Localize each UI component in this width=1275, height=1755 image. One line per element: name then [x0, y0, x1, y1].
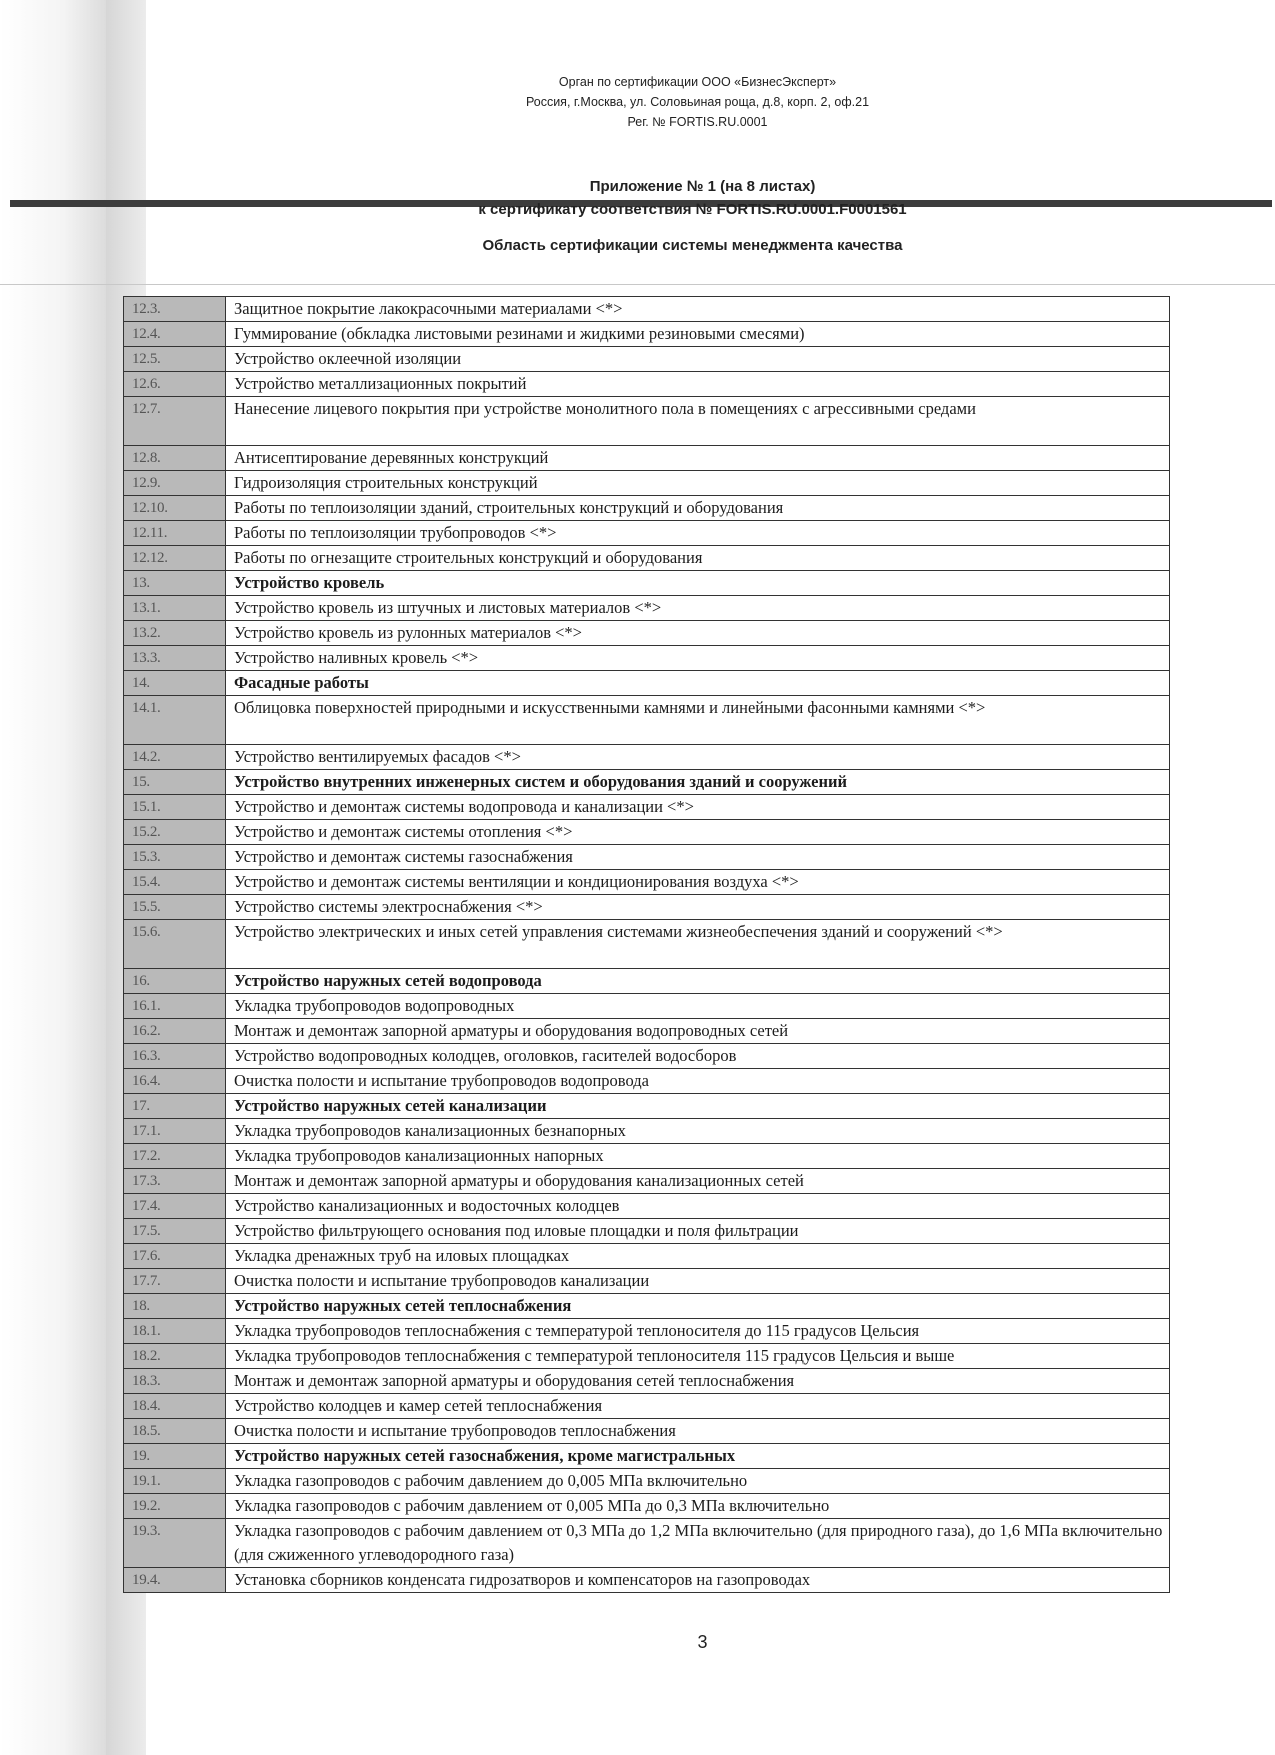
table-row [124, 1519, 1170, 1568]
work-type: Укладка газопроводов с рабочим давлением до 0,005 МПа включительно [226, 1469, 1170, 1494]
row-number: 14.1. [124, 696, 226, 745]
table-row [124, 1019, 1170, 1044]
table-row [124, 1344, 1170, 1369]
table-row [124, 571, 1170, 596]
row-number: 16.1. [124, 994, 226, 1019]
row-number: 13.3. [124, 646, 226, 671]
table-row [124, 895, 1170, 920]
work-type: Устройство вентилируемых фасадов <*> [226, 745, 1170, 770]
table-row [124, 297, 1170, 322]
work-type: Устройство канализационных и водосточных колодцев [226, 1194, 1170, 1219]
row-number: 12.3. [124, 297, 226, 322]
row-number: 12.4. [124, 322, 226, 347]
work-type: Защитное покрытие лакокрасочными материалами <*> [226, 297, 1170, 322]
row-number: 17.2. [124, 1144, 226, 1169]
table-row [124, 696, 1170, 745]
row-number: 16.4. [124, 1069, 226, 1094]
work-type: Устройство водопроводных колодцев, оголовков, гасителей водосборов [226, 1044, 1170, 1069]
table-row [124, 745, 1170, 770]
scan-shadow-left [0, 0, 106, 1755]
work-type: Очистка полости и испытание трубопроводов канализации [226, 1269, 1170, 1294]
row-number: 17.4. [124, 1194, 226, 1219]
table-row [124, 1394, 1170, 1419]
section-title: Устройство наружных сетей теплоснабжения [226, 1294, 1170, 1319]
work-type: Устройство и демонтаж системы вентиляции и кондиционирования воздуха <*> [226, 870, 1170, 895]
appendix-title [0, 177, 1275, 257]
appendix-heading: Приложение № 1 (на 8 листах) [589, 178, 816, 195]
row-number: 17. [124, 1094, 226, 1119]
table-row [124, 820, 1170, 845]
table-row [124, 446, 1170, 471]
row-number: 13. [124, 571, 226, 596]
table-row [124, 1219, 1170, 1244]
work-type: Устройство кровель из рулонных материалов <*> [226, 621, 1170, 646]
work-type: Укладка дренажных труб на иловых площадках [226, 1244, 1170, 1269]
table-row [124, 521, 1170, 546]
certification-body-header [0, 72, 1275, 132]
table-row [124, 920, 1170, 969]
row-number: 12.5. [124, 347, 226, 372]
row-number: 15.6. [124, 920, 226, 969]
row-number: 19. [124, 1444, 226, 1469]
row-number: 18.5. [124, 1419, 226, 1444]
table-row [124, 1119, 1170, 1144]
table-row [124, 1294, 1170, 1319]
table-row [124, 1269, 1170, 1294]
divider [0, 284, 1275, 285]
table-row [124, 1469, 1170, 1494]
work-type: Устройство кровель из штучных и листовых материалов <*> [226, 596, 1170, 621]
work-type: Монтаж и демонтаж запорной арматуры и оборудования водопроводных сетей [226, 1019, 1170, 1044]
work-type: Устройство наливных кровель <*> [226, 646, 1170, 671]
table-row [124, 347, 1170, 372]
scope-table-body [124, 297, 1170, 1593]
header-address: Россия, г.Москва, ул. Соловьиная роща, д.8, корп. 2, оф.21 [525, 95, 870, 109]
row-number: 12.9. [124, 471, 226, 496]
section-title: Фасадные работы [226, 671, 1170, 696]
table-row [124, 1568, 1170, 1593]
table-row [124, 1244, 1170, 1269]
work-type: Антисептирование деревянных конструкций [226, 446, 1170, 471]
row-number: 17.5. [124, 1219, 226, 1244]
table-row [124, 1319, 1170, 1344]
section-title: Устройство наружных сетей водопровода [226, 969, 1170, 994]
work-type: Устройство и демонтаж системы водопровода и канализации <*> [226, 795, 1170, 820]
table-row [124, 1094, 1170, 1119]
row-number: 12.8. [124, 446, 226, 471]
work-type: Укладка газопроводов с рабочим давлением от 0,005 МПа до 0,3 МПа включительно [226, 1494, 1170, 1519]
row-number: 13.2. [124, 621, 226, 646]
table-row [124, 372, 1170, 397]
row-number: 15.5. [124, 895, 226, 920]
work-type: Устройство и демонтаж системы отопления <*> [226, 820, 1170, 845]
row-number: 18.2. [124, 1344, 226, 1369]
row-number: 17.3. [124, 1169, 226, 1194]
table-row [124, 845, 1170, 870]
work-type: Устройство металлизационных покрытий [226, 372, 1170, 397]
table-row [124, 1444, 1170, 1469]
work-type: Устройство системы электроснабжения <*> [226, 895, 1170, 920]
table-row [124, 1169, 1170, 1194]
row-number: 16. [124, 969, 226, 994]
work-type: Укладка трубопроводов канализационных напорных [226, 1144, 1170, 1169]
work-type: Гидроизоляция строительных конструкций [226, 471, 1170, 496]
row-number: 15.4. [124, 870, 226, 895]
row-number: 15.2. [124, 820, 226, 845]
table-row [124, 1144, 1170, 1169]
table-row [124, 1194, 1170, 1219]
table-row [124, 471, 1170, 496]
table-row [124, 621, 1170, 646]
work-type: Установка сборников конденсата гидрозатворов и компенсаторов на газопроводах [226, 1568, 1170, 1593]
table-row [124, 397, 1170, 446]
row-number: 12.10. [124, 496, 226, 521]
row-number: 17.6. [124, 1244, 226, 1269]
row-number: 12.12. [124, 546, 226, 571]
table-row [124, 994, 1170, 1019]
work-type: Устройство фильтрующего основания под иловые площадки и поля фильтрации [226, 1219, 1170, 1244]
row-number: 19.3. [124, 1519, 226, 1568]
row-number: 16.2. [124, 1019, 226, 1044]
work-type: Укладка трубопроводов теплоснабжения с температурой теплоносителя 115 градусов Цельсия и выше [226, 1344, 1170, 1369]
table-row [124, 795, 1170, 820]
section-title: Устройство наружных сетей канализации [226, 1094, 1170, 1119]
table-row [124, 646, 1170, 671]
header-reg-number: Рег. № FORTIS.RU.0001 [627, 115, 768, 129]
work-type: Устройство оклеечной изоляции [226, 347, 1170, 372]
table-row [124, 496, 1170, 521]
scope-table [123, 296, 1170, 1593]
section-title: Устройство кровель [226, 571, 1170, 596]
row-number: 18.4. [124, 1394, 226, 1419]
row-number: 17.7. [124, 1269, 226, 1294]
row-number: 18.3. [124, 1369, 226, 1394]
table-row [124, 546, 1170, 571]
work-type: Нанесение лицевого покрытия при устройстве монолитного пола в помещениях с агрессивными средами [226, 397, 1170, 446]
row-number: 12.6. [124, 372, 226, 397]
work-type: Устройство и демонтаж системы газоснабжения [226, 845, 1170, 870]
work-type: Работы по огнезащите строительных конструкций и оборудования [226, 546, 1170, 571]
row-number: 18. [124, 1294, 226, 1319]
table-row [124, 596, 1170, 621]
table-row [124, 322, 1170, 347]
work-type: Устройство колодцев и камер сетей теплоснабжения [226, 1394, 1170, 1419]
page-number [0, 1632, 1275, 1653]
row-number: 12.7. [124, 397, 226, 446]
work-type: Облицовка поверхностей природными и искусственными камнями и линейными фасонными камнями <*> [226, 696, 1170, 745]
work-type: Очистка полости и испытание трубопроводов водопровода [226, 1069, 1170, 1094]
row-number: 12.11. [124, 521, 226, 546]
table-row [124, 671, 1170, 696]
section-title: Устройство внутренних инженерных систем и оборудования зданий и сооружений [226, 770, 1170, 795]
scope-heading: Область сертификации системы менеджмента качества [482, 237, 903, 254]
work-type: Укладка трубопроводов канализационных безнапорных [226, 1119, 1170, 1144]
work-type: Укладка трубопроводов теплоснабжения с температурой теплоносителя до 115 градусов Цельсия [226, 1319, 1170, 1344]
row-number: 15.3. [124, 845, 226, 870]
table-row [124, 1419, 1170, 1444]
work-type: Работы по теплоизоляции зданий, строительных конструкций и оборудования [226, 496, 1170, 521]
table-row [124, 1494, 1170, 1519]
row-number: 19.4. [124, 1568, 226, 1593]
row-number: 14.2. [124, 745, 226, 770]
table-row [124, 770, 1170, 795]
header-org-name: Орган по сертификации ООО «БизнесЭксперт» [558, 75, 837, 89]
work-type: Устройство электрических и иных сетей управления системами жизнеобеспечения зданий и сооружений <*> [226, 920, 1170, 969]
table-row [124, 870, 1170, 895]
work-type: Монтаж и демонтаж запорной арматуры и оборудования канализационных сетей [226, 1169, 1170, 1194]
certificate-reference: к сертификату соответствия № FORTIS.RU.0001.F0001561 [478, 201, 907, 218]
work-type: Укладка трубопроводов водопроводных [226, 994, 1170, 1019]
row-number: 13.1. [124, 596, 226, 621]
row-number: 19.2. [124, 1494, 226, 1519]
table-row [124, 1069, 1170, 1094]
table-row [124, 1044, 1170, 1069]
row-number: 15. [124, 770, 226, 795]
table-row [124, 969, 1170, 994]
row-number: 17.1. [124, 1119, 226, 1144]
row-number: 14. [124, 671, 226, 696]
page-number-text: 3 [697, 1632, 708, 1652]
work-type: Укладка газопроводов с рабочим давлением от 0,3 МПа до 1,2 МПа включительно (для природного газа), до 1,6 МПа включительно (для сжиженного углеводородного газа) [226, 1519, 1170, 1568]
row-number: 18.1. [124, 1319, 226, 1344]
work-type: Очистка полости и испытание трубопроводов теплоснабжения [226, 1419, 1170, 1444]
work-type: Гуммирование (обкладка листовыми резинами и жидкими резиновыми смесями) [226, 322, 1170, 347]
work-type: Монтаж и демонтаж запорной арматуры и оборудования сетей теплоснабжения [226, 1369, 1170, 1394]
work-type: Работы по теплоизоляции трубопроводов <*> [226, 521, 1170, 546]
row-number: 15.1. [124, 795, 226, 820]
table-row [124, 1369, 1170, 1394]
row-number: 19.1. [124, 1469, 226, 1494]
row-number: 16.3. [124, 1044, 226, 1069]
section-title: Устройство наружных сетей газоснабжения, кроме магистральных [226, 1444, 1170, 1469]
